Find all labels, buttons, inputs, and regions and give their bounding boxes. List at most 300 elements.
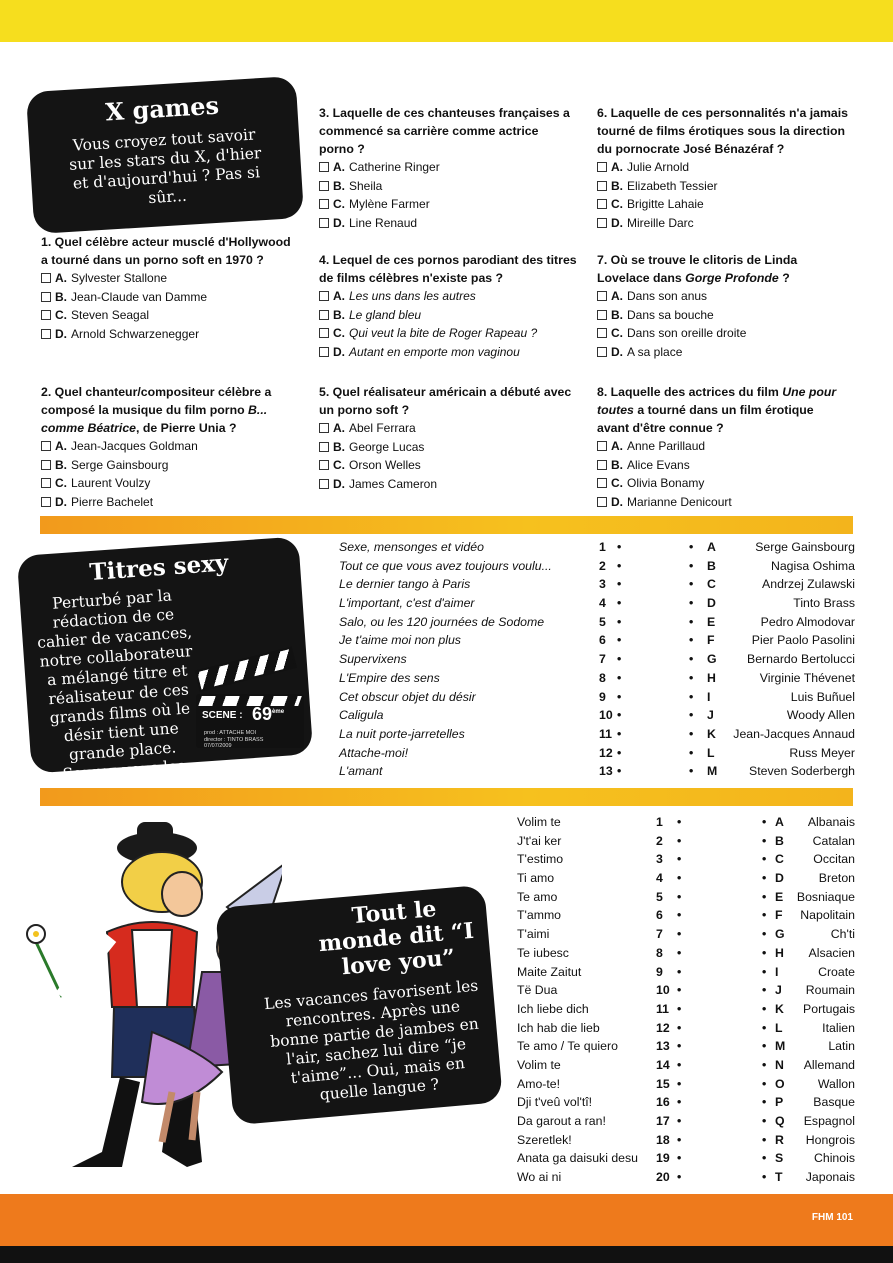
checkbox-icon[interactable] (41, 460, 51, 470)
answer-option[interactable]: A. Abel Ferrara (319, 419, 574, 438)
match-dot-left[interactable]: • (677, 1114, 682, 1128)
language-name: Ch'ti (830, 927, 855, 942)
checkbox-icon[interactable] (597, 162, 607, 172)
checkbox-icon[interactable] (319, 460, 329, 470)
checkbox-icon[interactable] (597, 181, 607, 191)
item-number: 7 (599, 652, 606, 667)
love-phrase: T'aimi (517, 927, 550, 942)
answer-option[interactable]: A. Julie Arnold (597, 158, 859, 177)
match-row (517, 1056, 855, 1075)
match-dot-left[interactable]: • (677, 1076, 682, 1091)
match-row (517, 1019, 855, 1038)
question-text: 2. Quel chanteur/compositeur célèbre a composé la musique du film porno B... comme Béatrice, de Pierre Unia ? (41, 385, 272, 435)
checkbox-icon[interactable] (319, 291, 329, 301)
match-dot-right[interactable]: • (762, 945, 767, 960)
answer-option[interactable]: B. George Lucas (319, 438, 574, 457)
man-shirt (132, 930, 172, 1007)
answer-option[interactable]: A. Jean-Jacques Goldman (41, 437, 291, 456)
item-letter: D (707, 596, 716, 611)
language-name: Albanais (807, 815, 855, 829)
item-number: 9 (656, 964, 663, 979)
director-name: Bernardo Bertolucci (747, 652, 855, 667)
item-letter: H (707, 670, 716, 685)
match-dot-right[interactable]: • (762, 964, 767, 979)
match-dot-right[interactable]: • (762, 908, 767, 923)
language-name: Latin (828, 1039, 855, 1054)
xgames-title: X games (104, 90, 220, 127)
match-row (339, 594, 855, 613)
section-divider (40, 788, 853, 806)
match-dot-right[interactable]: • (762, 1132, 767, 1147)
answer-option[interactable]: D. Arnold Schwarzenegger (41, 325, 291, 344)
item-letter: E (775, 889, 784, 904)
item-letter: S (775, 1151, 784, 1166)
match-row (517, 869, 855, 888)
item-letter: L (707, 745, 715, 760)
clapperboard-icon (196, 670, 304, 748)
match-row (517, 1000, 855, 1019)
love-phrase: Ich hab die lieb (517, 1020, 600, 1035)
film-title: Caligula (339, 708, 384, 723)
item-letter: Q (775, 1114, 785, 1128)
item-number: 2 (656, 833, 663, 848)
item-number: 8 (656, 945, 663, 960)
item-letter: T (775, 1170, 783, 1185)
titres-title: Titres sexy (88, 549, 230, 587)
answer-option[interactable]: D. James Cameron (319, 475, 574, 494)
match-row (517, 925, 855, 944)
match-dot-right[interactable]: • (689, 745, 694, 760)
love-phrase: Ich liebe dich (517, 1001, 589, 1016)
item-letter: B (707, 558, 716, 573)
item-number: 11 (656, 1001, 669, 1016)
match-dot-right[interactable]: • (762, 1076, 767, 1091)
quiz-question-1 (41, 233, 291, 343)
answer-option[interactable]: C. Brigitte Lahaie (597, 195, 859, 214)
clapper-stripes (198, 696, 302, 706)
answer-option[interactable]: D. Pierre Bachelet (41, 493, 291, 512)
match-dot-left[interactable]: • (677, 852, 682, 867)
answer-option[interactable]: A. Anne Parillaud (597, 437, 847, 456)
quiz-question-8 (597, 383, 847, 511)
checkbox-icon[interactable] (319, 310, 329, 320)
match-row (517, 832, 855, 851)
love-phrase: Te iubesc (517, 945, 569, 960)
answer-option[interactable]: B. Serge Gainsbourg (41, 456, 291, 475)
item-letter: F (775, 908, 783, 923)
item-number: 3 (656, 852, 663, 867)
match-dot-right[interactable]: • (689, 596, 694, 611)
director-name: Nagisa Oshima (770, 558, 855, 573)
match-row (339, 631, 855, 650)
answer-option[interactable]: C. Orson Welles (319, 456, 574, 475)
item-letter: F (707, 633, 715, 648)
checkbox-icon[interactable] (41, 329, 51, 339)
question-text: 8. Laquelle des actrices du film Une pour toutes a tourné dans un film érotique avant d'être connue ? (597, 385, 837, 435)
checkbox-icon[interactable] (319, 479, 329, 489)
match-dot-left[interactable]: • (677, 889, 682, 904)
match-row (517, 981, 855, 1000)
match-dot-left[interactable]: • (677, 1001, 682, 1016)
language-name: Occitan (813, 852, 855, 867)
match-dot-right[interactable]: • (689, 726, 694, 741)
match-row (339, 613, 855, 632)
question-text: 4. Lequel de ces pornos parodiant des titres de films célèbres n'existe pas ? (319, 253, 577, 285)
quiz-question-4 (319, 251, 584, 361)
item-letter: C (775, 852, 784, 867)
quiz-question-2 (41, 383, 291, 511)
answer-option[interactable]: A. Sylvester Stallone (41, 269, 291, 288)
quiz-question-6 (597, 104, 859, 232)
match-dot-left[interactable]: • (677, 1132, 682, 1147)
match-dot-right[interactable]: • (762, 1020, 767, 1035)
match-dot-left[interactable]: • (617, 764, 622, 779)
match-dot-right[interactable]: • (762, 927, 767, 942)
match-row (517, 1112, 855, 1131)
language-name: Japonais (805, 1170, 855, 1185)
checkbox-icon[interactable] (319, 347, 329, 357)
item-number: 14 (656, 1057, 670, 1072)
checkbox-icon[interactable] (319, 442, 329, 452)
film-title: L'Empire des sens (339, 670, 440, 685)
match-dot-left[interactable]: • (677, 833, 682, 848)
match-dot-right[interactable]: • (762, 1057, 767, 1072)
checkbox-icon[interactable] (597, 347, 607, 357)
match-dot-left[interactable]: • (677, 964, 682, 979)
bottom-black-bar (0, 1246, 893, 1263)
answer-option[interactable]: B. Elizabeth Tessier (597, 177, 859, 196)
checkbox-icon[interactable] (41, 478, 51, 488)
match-dot-right[interactable]: • (689, 633, 694, 648)
language-name: Bosniaque (796, 889, 855, 904)
answer-option[interactable]: B. Le gland bleu (319, 306, 584, 325)
question-text: 7. Où se trouve le clitoris de Linda Lovelace dans Gorge Profonde ? (597, 253, 798, 285)
match-dot-left[interactable]: • (617, 670, 622, 685)
match-dot-right[interactable]: • (689, 764, 694, 779)
question-text: 5. Quel réalisateur américain a débuté avec un porno soft ? (319, 385, 572, 417)
clapper-details: prod : ATTACHE MOI director : TINTO BRASS 07/07/2009 (204, 730, 264, 749)
match-dot-right[interactable]: • (762, 871, 767, 886)
answer-option[interactable]: A. Catherine Ringer (319, 158, 574, 177)
item-number: 4 (656, 871, 663, 886)
language-name: Hongrois (805, 1132, 855, 1147)
checkbox-icon[interactable] (319, 162, 329, 172)
match-dot-right[interactable]: • (689, 670, 694, 685)
item-number: 11 (599, 726, 612, 741)
match-dot-left[interactable]: • (677, 1020, 682, 1035)
section-divider (40, 516, 853, 534)
item-number: 9 (599, 689, 606, 704)
man-leg-left (72, 1077, 140, 1167)
match-dot-left[interactable]: • (617, 577, 622, 592)
match-row (339, 725, 855, 744)
match-dot-left[interactable]: • (617, 614, 622, 629)
film-title: Cet obscur objet du désir (339, 689, 476, 704)
language-name: Breton (818, 871, 855, 886)
item-letter: J (707, 708, 714, 723)
answer-option[interactable]: C. Qui veut la bite de Roger Rapeau ? (319, 324, 584, 343)
match-dot-right[interactable]: • (689, 614, 694, 629)
item-number: 6 (656, 908, 663, 923)
match-row (517, 888, 855, 907)
match-dot-left[interactable]: • (617, 596, 622, 611)
item-letter: L (775, 1020, 783, 1035)
love-phrase: Te amo / Te quiero (517, 1039, 618, 1054)
item-letter: P (775, 1095, 784, 1110)
match-dot-right[interactable]: • (762, 1095, 767, 1110)
language-name: Croate (818, 964, 855, 979)
item-letter: M (775, 1039, 786, 1054)
match-dot-right[interactable]: • (689, 577, 694, 592)
item-letter: O (775, 1076, 785, 1091)
iloveyou-match-list (517, 813, 855, 1187)
love-phrase: Da garout a ran! (517, 1114, 606, 1128)
answer-option[interactable]: C. Laurent Voulzy (41, 474, 291, 493)
iloveyou-intro: Les vacances favorisent les rencontres. Après une bonne partie de jambes en l'air, sachez lui dire “je t'aime”... Oui, mais en quelle langue ? (263, 976, 480, 1104)
checkbox-icon[interactable] (597, 291, 607, 301)
answer-option[interactable]: D. Mireille Darc (597, 214, 859, 233)
item-letter: K (707, 726, 716, 741)
language-name: Chinois (813, 1151, 855, 1166)
answer-option[interactable]: B. Alice Evans (597, 456, 847, 475)
item-number: 10 (656, 983, 670, 998)
film-title: Je t'aime moi non plus (339, 633, 461, 648)
item-letter: I (707, 689, 711, 704)
item-number: 12 (599, 745, 613, 760)
item-letter: A (775, 815, 784, 829)
match-dot-left[interactable]: • (677, 908, 682, 923)
director-name: Andrzej Zulawski (762, 577, 855, 592)
checkbox-icon[interactable] (597, 218, 607, 228)
match-row (517, 906, 855, 925)
question-text: 3. Laquelle de ces chanteuses françaises a commencé sa carrière comme actrice porno ? (319, 106, 570, 156)
item-number: 2 (599, 558, 606, 573)
match-dot-right[interactable]: • (762, 1170, 767, 1185)
match-dot-right[interactable]: • (689, 540, 694, 554)
director-name: Virginie Thévenet (759, 670, 855, 685)
item-number: 3 (599, 577, 606, 592)
answer-option[interactable]: B. Jean-Claude van Damme (41, 288, 291, 307)
match-dot-left[interactable]: • (617, 633, 622, 648)
item-number: 10 (599, 708, 613, 723)
match-dot-left[interactable]: • (617, 558, 622, 573)
match-dot-left[interactable]: • (617, 689, 622, 704)
item-number: 5 (599, 614, 606, 629)
match-dot-right[interactable]: • (762, 1114, 767, 1128)
checkbox-icon[interactable] (597, 441, 607, 451)
checkbox-icon[interactable] (319, 423, 329, 433)
bottom-color-bar (0, 1194, 893, 1246)
answer-option[interactable]: D. Autant en emporte mon vaginou (319, 343, 584, 362)
top-color-bar (0, 0, 893, 42)
item-letter: N (775, 1057, 784, 1072)
question-text: 6. Laquelle de ces personnalités n'a jamais tourné de films érotiques sous la direction du pornocrate José Bénazéraf ? (597, 106, 849, 156)
match-dot-left[interactable]: • (677, 927, 682, 942)
answer-option[interactable]: A. Les uns dans les autres (319, 287, 584, 306)
item-number: 13 (656, 1039, 670, 1054)
match-row (517, 1131, 855, 1150)
match-dot-left[interactable]: • (677, 815, 682, 829)
director-name: Steven Soderbergh (749, 764, 855, 779)
item-number: 15 (656, 1076, 670, 1091)
match-row (517, 813, 855, 832)
director-name: Pier Paolo Pasolini (751, 633, 855, 648)
item-letter: E (707, 614, 716, 629)
flower-icon (27, 925, 62, 997)
match-dot-left[interactable]: • (677, 1039, 682, 1054)
match-row (339, 650, 855, 669)
match-dot-left[interactable]: • (677, 871, 682, 886)
match-dot-right[interactable]: • (762, 833, 767, 848)
page-footer: FHM 101 (811, 1212, 853, 1223)
language-name: Roumain (805, 983, 855, 998)
match-dot-right[interactable]: • (689, 558, 694, 573)
match-dot-left[interactable]: • (677, 1151, 682, 1166)
match-dot-left[interactable]: • (617, 708, 622, 723)
love-phrase: Szeretlek! (517, 1132, 572, 1147)
item-number: 20 (656, 1170, 670, 1185)
match-dot-left[interactable]: • (677, 1095, 682, 1110)
love-phrase: Maite Zaitut (517, 964, 582, 979)
match-dot-right[interactable]: • (689, 708, 694, 723)
checkbox-icon[interactable] (41, 292, 51, 302)
item-letter: K (775, 1001, 784, 1016)
match-dot-left[interactable]: • (617, 745, 622, 760)
checkbox-icon[interactable] (41, 310, 51, 320)
match-dot-left[interactable]: • (677, 983, 682, 998)
item-letter: A (707, 540, 716, 554)
match-row (339, 744, 855, 763)
love-phrase: T'ammo (517, 908, 562, 923)
man-arm (62, 937, 110, 997)
love-phrase: Volim te (517, 1057, 561, 1072)
checkbox-icon[interactable] (319, 328, 329, 338)
match-dot-left[interactable]: • (677, 1057, 682, 1072)
match-row (339, 557, 855, 576)
answer-option[interactable]: C. Dans son oreille droite (597, 324, 847, 343)
director-name: Pedro Almodovar (760, 614, 855, 629)
director-name: Luis Buñuel (790, 689, 855, 704)
language-name: Alsacien (808, 945, 855, 960)
director-name: Woody Allen (786, 708, 855, 723)
answer-option[interactable]: A. Dans son anus (597, 287, 847, 306)
item-number: 4 (599, 596, 606, 611)
xgames-intro: Vous croyez tout savoir sur les stars du X, d'hier et d'aujourd'hui ? Pas si sûr... (68, 125, 262, 208)
answer-option[interactable]: C. Mylène Farmer (319, 195, 574, 214)
item-letter: B (775, 833, 784, 848)
checkbox-icon[interactable] (319, 218, 329, 228)
match-dot-right[interactable]: • (762, 1151, 767, 1166)
match-row (517, 963, 855, 982)
match-dot-left[interactable]: • (617, 652, 622, 667)
match-row (339, 669, 855, 688)
language-name: Napolitain (800, 908, 855, 923)
answer-option[interactable]: C. Olivia Bonamy (597, 474, 847, 493)
love-phrase: J't'ai ker (517, 833, 562, 848)
checkbox-icon[interactable] (319, 181, 329, 191)
item-number: 19 (656, 1151, 670, 1166)
checkbox-icon[interactable] (41, 441, 51, 451)
item-letter: G (775, 927, 785, 942)
match-dot-right[interactable]: • (762, 983, 767, 998)
answer-option[interactable]: C. Steven Seagal (41, 306, 291, 325)
item-letter: M (707, 764, 718, 779)
match-dot-right[interactable]: • (762, 1001, 767, 1016)
match-row (517, 1149, 855, 1168)
match-dot-right[interactable]: • (689, 652, 694, 667)
match-dot-left[interactable]: • (617, 726, 622, 741)
checkbox-icon[interactable] (597, 460, 607, 470)
quiz-question-5 (319, 383, 574, 493)
iloveyou-callout (215, 885, 503, 1126)
language-name: Allemand (803, 1057, 855, 1072)
film-title: La nuit porte-jarretelles (339, 726, 465, 741)
answer-option[interactable]: D. A sa place (597, 343, 847, 362)
answer-option[interactable]: D. Line Renaud (319, 214, 574, 233)
match-row (517, 1168, 855, 1187)
language-name: Portugais (803, 1001, 855, 1016)
match-dot-left[interactable]: • (677, 1170, 682, 1185)
item-letter: G (707, 652, 717, 667)
checkbox-icon[interactable] (597, 328, 607, 338)
answer-option[interactable]: B. Dans sa bouche (597, 306, 847, 325)
checkbox-icon[interactable] (597, 478, 607, 488)
checkbox-icon[interactable] (41, 497, 51, 507)
match-dot-right[interactable]: • (689, 689, 694, 704)
item-letter: C (707, 577, 716, 592)
checkbox-icon[interactable] (41, 273, 51, 283)
man-face (162, 872, 202, 916)
checkbox-icon[interactable] (319, 199, 329, 209)
clapper-scene-number: 69ème (252, 704, 285, 724)
item-number: 5 (656, 889, 663, 904)
item-number: 8 (599, 670, 606, 685)
quiz-question-3 (319, 104, 574, 232)
checkbox-icon[interactable] (597, 310, 607, 320)
clapper-body (196, 694, 304, 748)
match-row (339, 688, 855, 707)
match-row (517, 1037, 855, 1056)
item-number: 16 (656, 1095, 670, 1110)
item-number: 1 (599, 540, 606, 554)
match-dot-right[interactable]: • (762, 889, 767, 904)
match-row (339, 706, 855, 725)
checkbox-icon[interactable] (597, 497, 607, 507)
language-name: Catalan (812, 833, 855, 848)
match-dot-right[interactable]: • (762, 852, 767, 867)
item-number: 1 (656, 815, 663, 829)
match-dot-right[interactable]: • (762, 1039, 767, 1054)
director-name: Jean-Jacques Annaud (733, 726, 855, 741)
item-number: 6 (599, 633, 606, 648)
match-dot-left[interactable]: • (617, 540, 622, 554)
love-phrase: Dji t'veû vol'tî! (517, 1095, 593, 1110)
language-name: Espagnol (803, 1114, 855, 1128)
match-row (339, 762, 855, 781)
match-dot-right[interactable]: • (762, 815, 767, 829)
film-title: Attache-moi! (339, 745, 409, 760)
film-title: Sexe, mensonges et vidéo (339, 540, 484, 554)
item-number: 7 (656, 927, 663, 942)
language-name: Wallon (817, 1076, 855, 1091)
answer-option[interactable]: B. Sheila (319, 177, 574, 196)
language-name: Basque (813, 1095, 855, 1110)
answer-option[interactable]: D. Marianne Denicourt (597, 493, 847, 512)
director-name: Serge Gainsbourg (755, 540, 855, 554)
checkbox-icon[interactable] (597, 199, 607, 209)
love-phrase: T'estimo (517, 852, 564, 867)
match-dot-left[interactable]: • (677, 945, 682, 960)
